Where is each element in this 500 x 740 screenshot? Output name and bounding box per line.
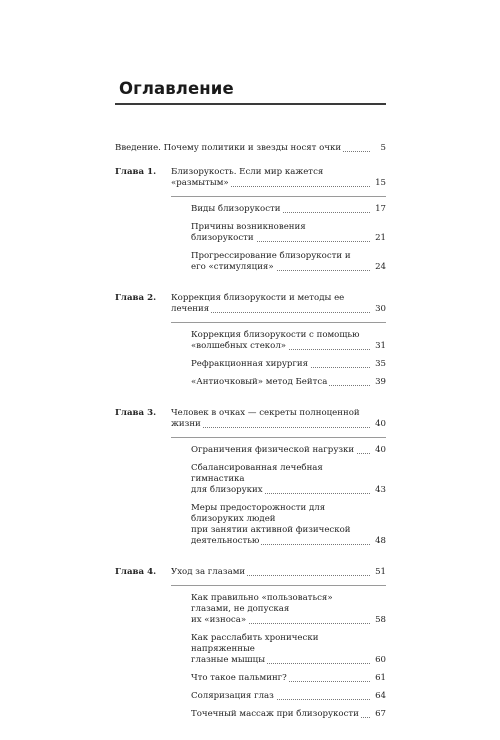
- chapter-label: Глава 1.: [115, 167, 157, 177]
- chapter-divider: [171, 196, 386, 197]
- table-of-contents: [115, 143, 386, 740]
- toc-entry-text: Человек в очках — секреты полноценной жизни: [171, 408, 360, 429]
- toc-entry-text: Введение. Почему политики и звезды носят очки: [115, 143, 342, 153]
- toc-entry-page: 67: [375, 709, 386, 719]
- toc-entry[interactable]: [191, 222, 386, 244]
- page-title: Оглавление: [119, 79, 234, 98]
- chapter-divider: [171, 322, 386, 323]
- toc-entry[interactable]: [191, 673, 386, 684]
- chapter-label: Глава 2.: [115, 293, 157, 303]
- toc-entry[interactable]: [191, 633, 386, 666]
- toc-entry[interactable]: [191, 691, 386, 702]
- toc-entry-page: 61: [375, 673, 386, 683]
- toc-entry-page: 15: [375, 178, 386, 188]
- toc-entry-text-line: Меры предосторожности для близоруких людей: [191, 503, 326, 524]
- toc-entry-text-line: Сбалансированная лечебная гимнастика: [191, 463, 323, 484]
- toc-entry-page: 48: [375, 536, 386, 546]
- toc-entry[interactable]: [191, 251, 386, 273]
- chapter-body: [171, 293, 386, 395]
- chapter-body: [171, 567, 386, 727]
- chapter-divider: [171, 437, 386, 438]
- toc-entry[interactable]: [191, 709, 386, 720]
- toc-entry[interactable]: [191, 593, 386, 626]
- toc-entry-page: 64: [375, 691, 386, 701]
- chapter-body: [171, 408, 386, 554]
- toc-entry-page: 30: [375, 304, 386, 314]
- toc-entry[interactable]: [191, 445, 386, 456]
- toc-entry-chapter-title[interactable]: [171, 293, 386, 315]
- toc-entry-page: 40: [375, 445, 386, 455]
- toc-entry-intro[interactable]: [115, 143, 386, 154]
- title-rule: [115, 103, 386, 105]
- toc-entry-text: Уход за глазами: [171, 567, 246, 577]
- toc-entry-page: 58: [375, 615, 386, 625]
- toc-entry[interactable]: [191, 463, 386, 496]
- toc-entry-text: Соляризация глаз: [191, 691, 274, 701]
- toc-entry-text: Что такое пальминг?: [191, 673, 287, 683]
- toc-entry-page: 17: [375, 204, 386, 214]
- toc-entry-chapter-title[interactable]: [171, 167, 386, 189]
- toc-chapter: [115, 293, 386, 395]
- toc-entry-page: 5: [380, 143, 386, 153]
- toc-entry-text: глазные мышцы: [191, 655, 266, 665]
- chapter-body: [171, 167, 386, 280]
- toc-entry-page: 60: [375, 655, 386, 665]
- toc-entry-chapter-title[interactable]: [171, 567, 386, 578]
- toc-chapter: [115, 408, 386, 554]
- toc-entry-text: при занятии активной физической деятельностью: [191, 525, 351, 546]
- toc-entry-page: 24: [375, 262, 386, 272]
- toc-entry[interactable]: [191, 359, 386, 370]
- chapter-divider: [171, 585, 386, 586]
- toc-entry-chapter-title[interactable]: [171, 408, 386, 430]
- toc-chapter: [115, 167, 386, 280]
- toc-entry-page: 21: [375, 233, 386, 243]
- toc-entry-page: 39: [375, 377, 386, 387]
- toc-entry-text: их «износа»: [191, 615, 247, 625]
- toc-entry-text: Близорукость. Если мир кажется «размытым»: [171, 167, 324, 188]
- toc-entry-page: 31: [375, 341, 386, 351]
- toc-entry-page: 40: [375, 419, 386, 429]
- toc-entry-text: Коррекция близорукости и методы ее лечения: [171, 293, 345, 314]
- toc-entry-text: «Антиочковый» метод Бейтса: [191, 377, 328, 387]
- toc-entry-text-line: Как расслабить хронически напряженные: [191, 633, 319, 654]
- toc-entry-text: «волшебных стекол»: [191, 341, 287, 351]
- toc-entry-text: Ограничения физической нагрузки: [191, 445, 355, 455]
- chapter-label: Глава 3.: [115, 408, 157, 418]
- toc-chapter: [115, 567, 386, 727]
- toc-entry[interactable]: [191, 330, 386, 352]
- toc-entry[interactable]: [191, 503, 386, 547]
- toc-entry-page: 43: [375, 485, 386, 495]
- chapter-label: Глава 4.: [115, 567, 157, 577]
- toc-entry-text-line: Как правильно «пользоваться» глазами, не допуская: [191, 593, 333, 614]
- toc-entry[interactable]: [191, 204, 386, 215]
- toc-entry[interactable]: [191, 377, 386, 388]
- toc-entry-text: Рефракционная хирургия: [191, 359, 309, 369]
- toc-entry-text: Виды близорукости: [191, 204, 281, 214]
- toc-entry-text: Причины возникновения близорукости: [191, 222, 306, 243]
- toc-entry-text-line: Коррекция близорукости с помощью: [191, 330, 360, 340]
- toc-entry-page: 35: [375, 359, 386, 369]
- toc-entry-text: для близоруких: [191, 485, 263, 495]
- toc-entry-text: Прогрессирование близорукости и его «стимуляция»: [191, 251, 351, 272]
- toc-entry-page: 51: [375, 567, 386, 577]
- toc-entry-text: Точечный массаж при близорукости: [191, 709, 359, 719]
